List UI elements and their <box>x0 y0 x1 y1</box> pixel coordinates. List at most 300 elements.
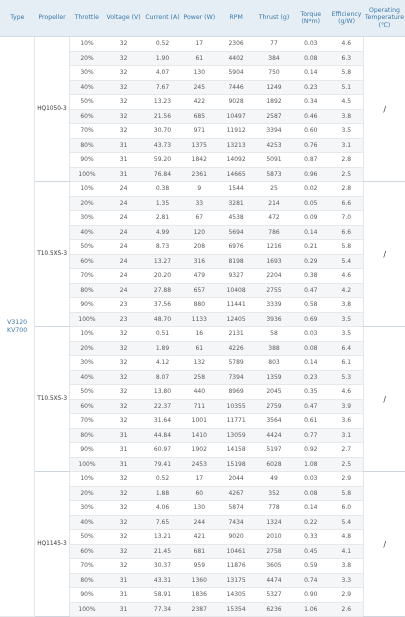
rpm-cell: 5904 <box>217 66 256 81</box>
throttle-cell: 100% <box>69 457 104 472</box>
thrust-cell: 472 <box>256 211 293 226</box>
thrust-cell: 1359 <box>256 370 293 385</box>
power-cell: 1902 <box>182 443 217 458</box>
current-cell: 27.88 <box>143 283 182 298</box>
current-cell: 20.20 <box>143 269 182 284</box>
torque-cell: 0.03 <box>292 327 329 342</box>
torque-cell: 0.14 <box>292 66 329 81</box>
voltage-cell: 31 <box>104 588 143 603</box>
rpm-cell: 15198 <box>217 457 256 472</box>
torque-cell: 0.90 <box>292 588 329 603</box>
power-cell: 681 <box>182 544 217 559</box>
rpm-cell: 4538 <box>217 211 256 226</box>
rpm-cell: 14092 <box>217 153 256 168</box>
header-voltage: Voltage (V) <box>104 0 143 37</box>
voltage-cell: 31 <box>104 153 143 168</box>
torque-cell: 0.14 <box>292 501 329 516</box>
power-cell: 33 <box>182 196 217 211</box>
header-rpm: RPM <box>217 0 256 37</box>
header-thrust: Thrust (g) <box>256 0 293 37</box>
current-cell: 44.84 <box>143 428 182 443</box>
voltage-cell: 32 <box>104 486 143 501</box>
voltage-cell: 31 <box>104 457 143 472</box>
propeller-cell: HQ1145-3 <box>35 472 70 617</box>
efficiency-cell: 2.6 <box>329 602 364 617</box>
torque-cell: 0.61 <box>292 414 329 429</box>
thrust-cell: 2759 <box>256 399 293 414</box>
thrust-cell: 4474 <box>256 573 293 588</box>
efficiency-cell: 3.5 <box>329 312 364 327</box>
current-cell: 30.37 <box>143 559 182 574</box>
throttle-cell: 30% <box>69 66 104 81</box>
operating-temperature-cell: / <box>364 182 405 327</box>
voltage-cell: 32 <box>104 501 143 516</box>
thrust-cell: 3936 <box>256 312 293 327</box>
throttle-cell: 70% <box>69 124 104 139</box>
throttle-cell: 100% <box>69 602 104 617</box>
rpm-cell: 10497 <box>217 109 256 124</box>
voltage-cell: 32 <box>104 80 143 95</box>
torque-cell: 0.47 <box>292 399 329 414</box>
torque-cell: 0.96 <box>292 167 329 182</box>
efficiency-cell: 3.6 <box>329 414 364 429</box>
efficiency-cell: 6.6 <box>329 225 364 240</box>
torque-cell: 0.14 <box>292 356 329 371</box>
voltage-cell: 23 <box>104 298 143 313</box>
power-cell: 1842 <box>182 153 217 168</box>
header-operating-temperature: Operating Temperature (℃) <box>364 0 405 37</box>
throttle-cell: 30% <box>69 211 104 226</box>
torque-cell: 0.08 <box>292 486 329 501</box>
thrust-cell: 5327 <box>256 588 293 603</box>
thrust-cell: 1892 <box>256 95 293 110</box>
voltage-cell: 31 <box>104 573 143 588</box>
rpm-cell: 13175 <box>217 573 256 588</box>
throttle-cell: 60% <box>69 399 104 414</box>
thrust-cell: 6028 <box>256 457 293 472</box>
torque-cell: 0.05 <box>292 196 329 211</box>
current-cell: 0.38 <box>143 182 182 197</box>
operating-temperature-cell: / <box>364 37 405 182</box>
throttle-cell: 80% <box>69 573 104 588</box>
throttle-cell: 70% <box>69 269 104 284</box>
current-cell: 4.12 <box>143 356 182 371</box>
propeller-cell: T10.5X5-3 <box>35 182 70 327</box>
voltage-cell: 32 <box>104 544 143 559</box>
torque-cell: 1.08 <box>292 457 329 472</box>
efficiency-cell: 5.8 <box>329 240 364 255</box>
thrust-cell: 2045 <box>256 385 293 400</box>
efficiency-cell: 3.1 <box>329 138 364 153</box>
throttle-cell: 70% <box>69 414 104 429</box>
throttle-cell: 30% <box>69 356 104 371</box>
thrust-cell: 1693 <box>256 254 293 269</box>
thrust-cell: 2010 <box>256 530 293 545</box>
current-cell: 4.06 <box>143 501 182 516</box>
thrust-cell: 388 <box>256 341 293 356</box>
torque-cell: 0.35 <box>292 385 329 400</box>
torque-cell: 0.47 <box>292 283 329 298</box>
efficiency-cell: 4.6 <box>329 269 364 284</box>
efficiency-cell: 4.2 <box>329 283 364 298</box>
current-cell: 77.34 <box>143 602 182 617</box>
throttle-cell: 40% <box>69 80 104 95</box>
voltage-cell: 24 <box>104 225 143 240</box>
voltage-cell: 24 <box>104 196 143 211</box>
voltage-cell: 32 <box>104 341 143 356</box>
current-cell: 0.51 <box>143 327 182 342</box>
efficiency-cell: 6.6 <box>329 196 364 211</box>
rpm-cell: 4402 <box>217 51 256 66</box>
efficiency-cell: 5.4 <box>329 254 364 269</box>
throttle-cell: 90% <box>69 298 104 313</box>
propeller-cell: T10.5X5-3 <box>35 327 70 472</box>
efficiency-cell: 2.5 <box>329 167 364 182</box>
efficiency-cell: 6.1 <box>329 356 364 371</box>
efficiency-cell: 3.8 <box>329 298 364 313</box>
thrust-cell: 1249 <box>256 80 293 95</box>
efficiency-cell: 5.4 <box>329 515 364 530</box>
rpm-cell: 2131 <box>217 327 256 342</box>
power-cell: 685 <box>182 109 217 124</box>
voltage-cell: 32 <box>104 370 143 385</box>
efficiency-cell: 6.3 <box>329 51 364 66</box>
efficiency-cell: 2.8 <box>329 182 364 197</box>
throttle-cell: 50% <box>69 240 104 255</box>
throttle-cell: 90% <box>69 588 104 603</box>
header-type: Type <box>0 0 35 37</box>
torque-cell: 0.92 <box>292 443 329 458</box>
table-row <box>0 182 405 197</box>
rpm-cell: 8969 <box>217 385 256 400</box>
thrust-cell: 2587 <box>256 109 293 124</box>
power-cell: 61 <box>182 51 217 66</box>
efficiency-cell: 3.5 <box>329 124 364 139</box>
thrust-cell: 49 <box>256 472 293 487</box>
power-cell: 2361 <box>182 167 217 182</box>
power-cell: 880 <box>182 298 217 313</box>
rpm-cell: 9327 <box>217 269 256 284</box>
power-cell: 17 <box>182 472 217 487</box>
current-cell: 13.21 <box>143 530 182 545</box>
efficiency-cell: 4.6 <box>329 385 364 400</box>
torque-cell: 0.03 <box>292 37 329 52</box>
power-cell: 971 <box>182 124 217 139</box>
power-cell: 16 <box>182 327 217 342</box>
current-cell: 7.67 <box>143 80 182 95</box>
voltage-cell: 32 <box>104 327 143 342</box>
current-cell: 37.56 <box>143 298 182 313</box>
rpm-cell: 4226 <box>217 341 256 356</box>
rpm-cell: 14305 <box>217 588 256 603</box>
rpm-cell: 15354 <box>217 602 256 617</box>
throttle-cell: 10% <box>69 37 104 52</box>
power-cell: 130 <box>182 66 217 81</box>
rpm-cell: 9020 <box>217 530 256 545</box>
throttle-cell: 90% <box>69 443 104 458</box>
voltage-cell: 32 <box>104 124 143 139</box>
voltage-cell: 32 <box>104 559 143 574</box>
thrust-cell: 786 <box>256 225 293 240</box>
throttle-cell: 80% <box>69 428 104 443</box>
throttle-cell: 60% <box>69 254 104 269</box>
voltage-cell: 32 <box>104 414 143 429</box>
motor-type-cell: V3120 KV700 <box>0 37 35 617</box>
throttle-cell: 40% <box>69 515 104 530</box>
voltage-cell: 31 <box>104 167 143 182</box>
throttle-cell: 30% <box>69 501 104 516</box>
voltage-cell: 32 <box>104 66 143 81</box>
voltage-cell: 24 <box>104 254 143 269</box>
throttle-cell: 80% <box>69 138 104 153</box>
throttle-cell: 100% <box>69 167 104 182</box>
power-cell: 17 <box>182 37 217 52</box>
power-cell: 479 <box>182 269 217 284</box>
current-cell: 4.99 <box>143 225 182 240</box>
voltage-cell: 32 <box>104 51 143 66</box>
voltage-cell: 31 <box>104 428 143 443</box>
voltage-cell: 24 <box>104 240 143 255</box>
torque-cell: 0.87 <box>292 153 329 168</box>
rpm-cell: 11441 <box>217 298 256 313</box>
voltage-cell: 32 <box>104 399 143 414</box>
throttle-cell: 10% <box>69 327 104 342</box>
efficiency-cell: 5.1 <box>329 80 364 95</box>
power-cell: 421 <box>182 530 217 545</box>
rpm-cell: 8198 <box>217 254 256 269</box>
throttle-cell: 40% <box>69 370 104 385</box>
power-cell: 67 <box>182 211 217 226</box>
thrust-cell: 3339 <box>256 298 293 313</box>
current-cell: 22.37 <box>143 399 182 414</box>
efficiency-cell: 3.8 <box>329 559 364 574</box>
torque-cell: 0.76 <box>292 138 329 153</box>
current-cell: 43.31 <box>143 573 182 588</box>
header-propeller: Propeller <box>35 0 70 37</box>
rpm-cell: 7446 <box>217 80 256 95</box>
thrust-cell: 4424 <box>256 428 293 443</box>
thrust-cell: 4253 <box>256 138 293 153</box>
torque-cell: 0.08 <box>292 51 329 66</box>
throttle-cell: 50% <box>69 385 104 400</box>
torque-cell: 1.06 <box>292 602 329 617</box>
voltage-cell: 32 <box>104 530 143 545</box>
efficiency-cell: 4.5 <box>329 95 364 110</box>
current-cell: 8.73 <box>143 240 182 255</box>
power-cell: 258 <box>182 370 217 385</box>
thrust-cell: 58 <box>256 327 293 342</box>
power-cell: 120 <box>182 225 217 240</box>
current-cell: 1.88 <box>143 486 182 501</box>
thrust-cell: 1216 <box>256 240 293 255</box>
table-row <box>0 37 405 52</box>
torque-cell: 0.38 <box>292 269 329 284</box>
thrust-cell: 2755 <box>256 283 293 298</box>
power-cell: 440 <box>182 385 217 400</box>
torque-cell: 0.21 <box>292 240 329 255</box>
propeller-cell: HQ1050-3 <box>35 37 70 182</box>
efficiency-cell: 4.8 <box>329 530 364 545</box>
rpm-cell: 13059 <box>217 428 256 443</box>
voltage-cell: 32 <box>104 356 143 371</box>
current-cell: 7.65 <box>143 515 182 530</box>
rpm-cell: 11876 <box>217 559 256 574</box>
torque-cell: 0.22 <box>292 515 329 530</box>
torque-cell: 0.58 <box>292 298 329 313</box>
power-cell: 2387 <box>182 602 217 617</box>
voltage-cell: 32 <box>104 37 143 52</box>
voltage-cell: 32 <box>104 385 143 400</box>
efficiency-cell: 2.7 <box>329 443 364 458</box>
thrust-cell: 3564 <box>256 414 293 429</box>
power-cell: 208 <box>182 240 217 255</box>
thrust-cell: 6236 <box>256 602 293 617</box>
torque-cell: 0.23 <box>292 80 329 95</box>
efficiency-cell: 2.8 <box>329 153 364 168</box>
thrust-cell: 5091 <box>256 153 293 168</box>
thrust-cell: 384 <box>256 51 293 66</box>
efficiency-cell: 2.9 <box>329 588 364 603</box>
current-cell: 1.35 <box>143 196 182 211</box>
power-cell: 244 <box>182 515 217 530</box>
rpm-cell: 2306 <box>217 37 256 52</box>
table-row <box>0 327 405 342</box>
current-cell: 13.23 <box>143 95 182 110</box>
throttle-cell: 100% <box>69 312 104 327</box>
torque-cell: 0.14 <box>292 225 329 240</box>
thrust-cell: 778 <box>256 501 293 516</box>
rpm-cell: 5874 <box>217 501 256 516</box>
voltage-cell: 32 <box>104 109 143 124</box>
thrust-cell: 5873 <box>256 167 293 182</box>
power-cell: 245 <box>182 80 217 95</box>
voltage-cell: 31 <box>104 138 143 153</box>
power-cell: 60 <box>182 486 217 501</box>
torque-cell: 0.03 <box>292 472 329 487</box>
efficiency-cell: 6.0 <box>329 501 364 516</box>
thrust-cell: 5197 <box>256 443 293 458</box>
header-efficiency: Efficiency (g/W) <box>329 0 364 37</box>
current-cell: 79.41 <box>143 457 182 472</box>
current-cell: 21.45 <box>143 544 182 559</box>
torque-cell: 0.33 <box>292 530 329 545</box>
torque-cell: 0.34 <box>292 95 329 110</box>
efficiency-cell: 6.4 <box>329 341 364 356</box>
current-cell: 0.52 <box>143 472 182 487</box>
rpm-cell: 10461 <box>217 544 256 559</box>
operating-temperature-cell: / <box>364 327 405 472</box>
thrust-cell: 3394 <box>256 124 293 139</box>
power-cell: 1001 <box>182 414 217 429</box>
thrust-cell: 1324 <box>256 515 293 530</box>
throttle-cell: 20% <box>69 486 104 501</box>
voltage-cell: 31 <box>104 602 143 617</box>
rpm-cell: 5789 <box>217 356 256 371</box>
rpm-cell: 14665 <box>217 167 256 182</box>
rpm-cell: 9028 <box>217 95 256 110</box>
header-torque: Torque (N*m) <box>292 0 329 37</box>
rpm-cell: 7394 <box>217 370 256 385</box>
power-cell: 1410 <box>182 428 217 443</box>
voltage-cell: 31 <box>104 443 143 458</box>
thrust-cell: 25 <box>256 182 293 197</box>
power-cell: 2453 <box>182 457 217 472</box>
voltage-cell: 23 <box>104 312 143 327</box>
voltage-cell: 32 <box>104 472 143 487</box>
torque-cell: 0.08 <box>292 341 329 356</box>
power-cell: 959 <box>182 559 217 574</box>
efficiency-cell: 3.9 <box>329 399 364 414</box>
throttle-cell: 20% <box>69 51 104 66</box>
efficiency-cell: 2.9 <box>329 472 364 487</box>
throttle-cell: 60% <box>69 544 104 559</box>
current-cell: 13.80 <box>143 385 182 400</box>
efficiency-cell: 2.5 <box>329 457 364 472</box>
throttle-cell: 40% <box>69 225 104 240</box>
current-cell: 48.70 <box>143 312 182 327</box>
table-body <box>0 37 405 617</box>
power-cell: 132 <box>182 356 217 371</box>
efficiency-cell: 3.3 <box>329 573 364 588</box>
rpm-cell: 10408 <box>217 283 256 298</box>
torque-cell: 0.77 <box>292 428 329 443</box>
efficiency-cell: 3.8 <box>329 109 364 124</box>
thrust-cell: 352 <box>256 486 293 501</box>
header-current: Current (A) <box>143 0 182 37</box>
voltage-cell: 24 <box>104 283 143 298</box>
throttle-cell: 90% <box>69 153 104 168</box>
rpm-cell: 6976 <box>217 240 256 255</box>
operating-temperature-cell: / <box>364 472 405 617</box>
torque-cell: 0.59 <box>292 559 329 574</box>
torque-cell: 0.45 <box>292 544 329 559</box>
throttle-cell: 20% <box>69 341 104 356</box>
current-cell: 31.64 <box>143 414 182 429</box>
throttle-cell: 80% <box>69 283 104 298</box>
thrust-cell: 803 <box>256 356 293 371</box>
voltage-cell: 24 <box>104 182 143 197</box>
power-cell: 657 <box>182 283 217 298</box>
efficiency-cell: 3.5 <box>329 327 364 342</box>
table-row <box>0 472 405 487</box>
throttle-cell: 20% <box>69 196 104 211</box>
current-cell: 76.84 <box>143 167 182 182</box>
current-cell: 1.89 <box>143 341 182 356</box>
voltage-cell: 32 <box>104 515 143 530</box>
power-cell: 1133 <box>182 312 217 327</box>
power-cell: 61 <box>182 341 217 356</box>
rpm-cell: 10355 <box>217 399 256 414</box>
rpm-cell: 11771 <box>217 414 256 429</box>
power-cell: 316 <box>182 254 217 269</box>
power-cell: 711 <box>182 399 217 414</box>
thrust-cell: 750 <box>256 66 293 81</box>
efficiency-cell: 5.8 <box>329 486 364 501</box>
power-cell: 422 <box>182 95 217 110</box>
thrust-cell: 3605 <box>256 559 293 574</box>
current-cell: 4.07 <box>143 66 182 81</box>
throttle-cell: 50% <box>69 95 104 110</box>
current-cell: 1.90 <box>143 51 182 66</box>
torque-cell: 0.23 <box>292 370 329 385</box>
rpm-cell: 1544 <box>217 182 256 197</box>
throttle-cell: 70% <box>69 559 104 574</box>
torque-cell: 0.02 <box>292 182 329 197</box>
throttle-cell: 60% <box>69 109 104 124</box>
power-cell: 1360 <box>182 573 217 588</box>
power-cell: 130 <box>182 501 217 516</box>
rpm-cell: 11912 <box>217 124 256 139</box>
